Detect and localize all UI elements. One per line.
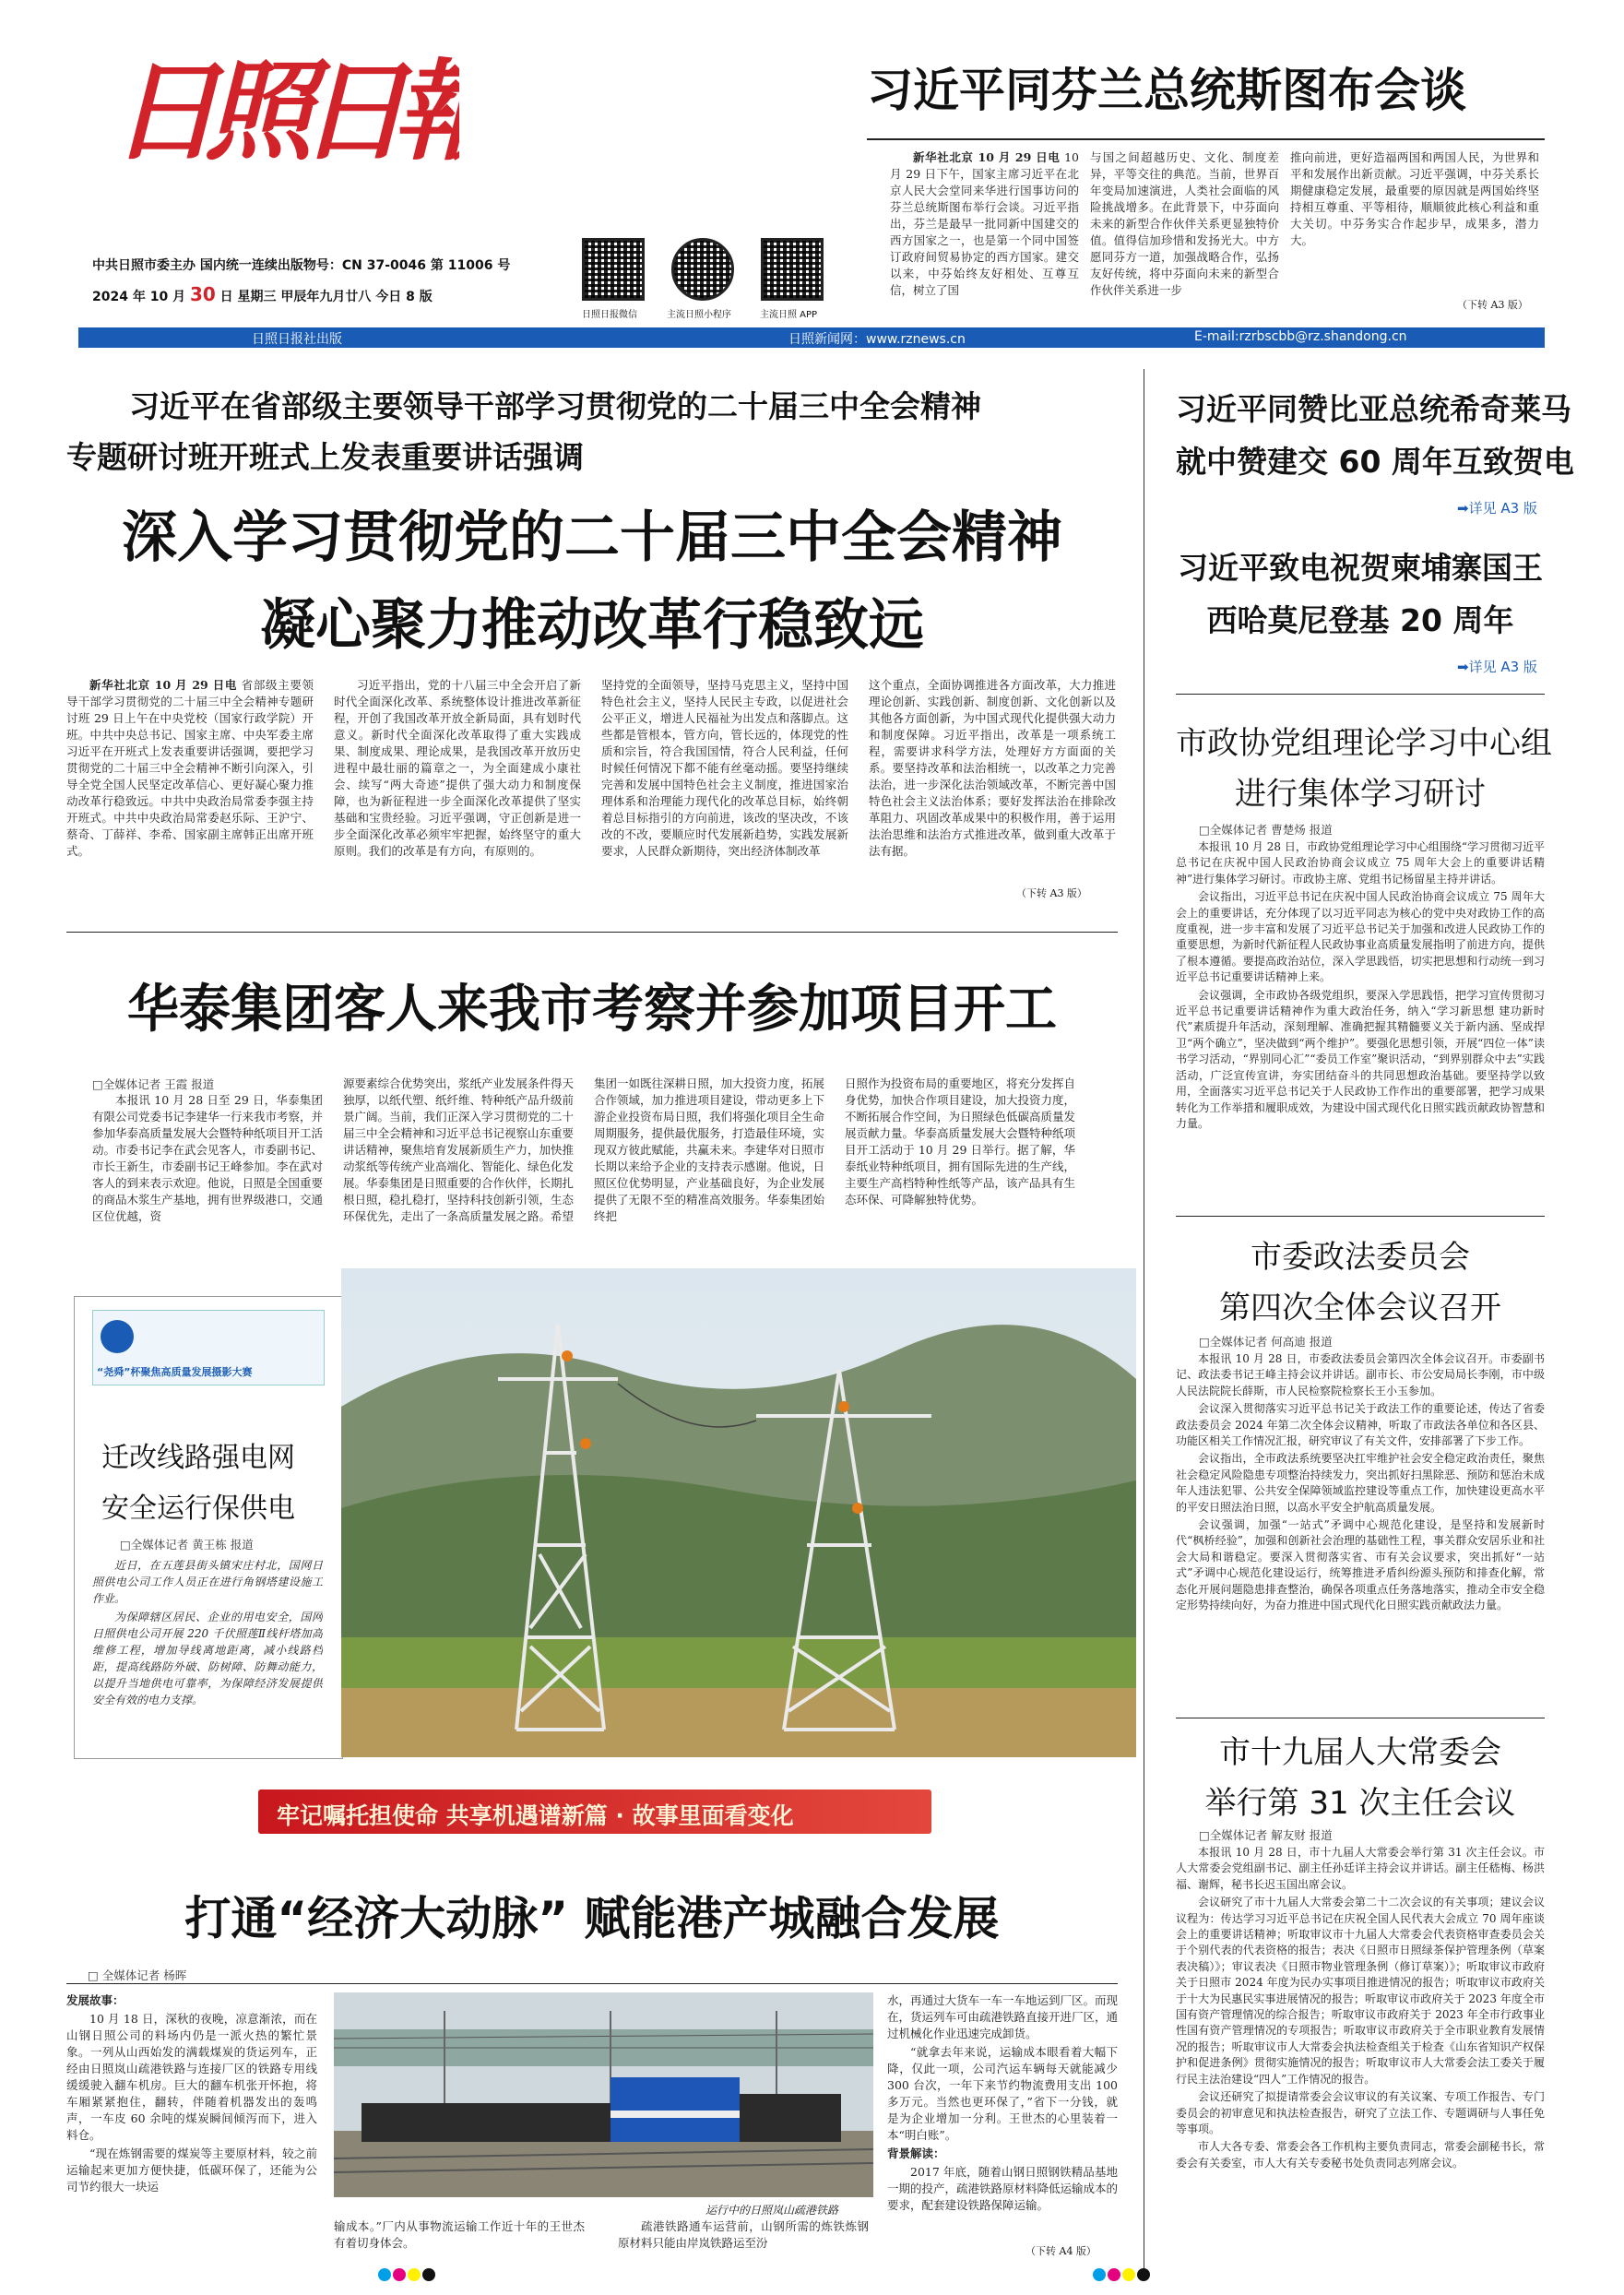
npc-byline: □全媒体记者 解友财 报道 bbox=[1199, 1828, 1333, 1842]
lead-col-3 bbox=[601, 677, 848, 903]
top-story-text-3: 推向前进，更好造福两国和两国人民，为世界和平和发展作出新贡献。习近平强调，中芬关系长期健康稳定发展，最重要的原因就是两国始终坚持相互尊重、平等相待，顺顺彼此核心利益和重大关切。中芬务实合作起步早，成果多，潜力大。 bbox=[1290, 150, 1539, 247]
lead-dateline: 新华社北京 10 月 29 日电 bbox=[89, 678, 238, 692]
huatai-text-1: 本报讯 10 月 28 日至 29 日，华泰集团有限公司党委书记李建华一行来我市考察，并参加华泰高质量发展大会暨特种纸项目开工活动。市委书记李在武会见客人，市委副书记、市长王新生，市委副书记王峰参加。李在武对客人的到来表示欢迎。他说，日照是全国重要的商品木浆生产基地，拥有世界级港口，交通区位优越，资 bbox=[92, 1093, 323, 1223]
photo-story-byline: □全媒体记者 黄王栋 报道 bbox=[120, 1538, 254, 1552]
photo-story-caption-1: 近日，在五莲县街头镇宋庄村北，国网日照供电公司工作人员正在进行角钢塔建设施工作业。 bbox=[92, 1559, 323, 1605]
railway-col-2 bbox=[334, 2218, 585, 2255]
politics-law-byline: □全媒体记者 何高迪 报道 bbox=[1199, 1335, 1333, 1349]
date-day: 30 bbox=[189, 283, 216, 305]
cppcc-para-1: 本报讯 10 月 28 日，市政协党组理论学习中心组围绕“学习贯彻习近平总书记在庆祝中国人民政治协商会议成立 75 周年大会上的重要讲话精神”进行集体学习研讨。市政协主席、党组书记杨留星主持并讲话。 bbox=[1176, 840, 1545, 886]
top-story-dateline: 新华社北京 10 月 29 日电 bbox=[913, 150, 1061, 164]
lead-text-2: 习近平指出，党的十八届三中全会开启了新时代全面深化改革、系统整体设计推进改革新征程，开创了我国改革开放全新局面，具有划时代意义。新时代全面深化改革取得了重大实践成果、制度成果、理论成果，是我国改革开放历史进程中最壮丽的篇章之一，为全面建成小康社会、续写“两大奇迹”提供了强大动力和制度保障，也为新征程进一步全面深化改革提供了坚实基础和宝贵经验。习近平强调，守正创新是进一步全面深化改革必须牢牢把握，始终坚守的重大原则。我们的改革是有方向，有原则的。 bbox=[334, 678, 581, 858]
railway-rule bbox=[66, 1983, 1118, 1984]
cppcc-para-3: 会议强调，全市政协各级党组织，要深入学思践悟，把学习宣传贯彻习近平总书记重要讲话精神作为重大政治任务，纳入“学习新思想 建功新时代”素质提升年活动，深刻理解、准确把握其精髓要义关于新内涵、坚成捍卫“两个确立”，坚决做到“两个维护”。要强化思想引领，开展“四位一体”读书学习活动，“界别同心汇”“委员工作室”聚识活动，“到界别群众中去”实践活动，广泛宣传宣讲，夯实团结奋斗的共同思想政治基础。要坚持学以致用，全面落实习近平总书记关于人民政协工作作出的重要部署，把学习成果转化为工作举措和履职成效，为建设中国式现代化日照实践贡献政协智慧和力量。 bbox=[1176, 988, 1545, 1130]
lead-text-1: 省部级主要领导干部学习贯彻党的二十届三中全会精神专题研讨班 29 日上午在中央党校（国家行政学院）开班。中共中央总书记、国家主席、中央军委主席习近平在开班式上发表重要讲话强调，要把学习贯彻党的二十届三中全会精神不断引向深入，引导全党全国人民坚定改革信心、更好凝心聚力推动改革行稳致远。中共中央政治局常委李强主持开班式。中共中央政治局常委赵乐际、王沪宁、蔡奇、丁薛祥、李希、国家副主席韩正出席开班式。 bbox=[66, 678, 314, 858]
theme-banner bbox=[258, 1790, 931, 1834]
railway-text-1: 10 月 18 日，深秋的夜晚，凉意渐浓，而在山钢日照公司的料场内仍是一派火热的繁忙景象。一列从山西始发的满载煤炭的货运列车，正经由日照岚山疏港铁路与连接厂区的铁路专用线缓缓驶入翻车机房。巨大的翻车机张开怀抱，将车厢紧紧抱住，翻转，伴随着机器发出的轰鸣声，一车皮 60 余吨的煤炭瞬间倾泻而下，进入料仓。 bbox=[66, 2012, 317, 2142]
lead-continued: （下转 A3 版） bbox=[1016, 887, 1087, 899]
date-prefix: 2024 年 10 月 bbox=[92, 290, 186, 304]
email-link[interactable]: E-mail:rzrbscbb@rz.shandong.cn bbox=[1194, 329, 1407, 344]
brief-2-title-2: 西哈莫尼登基 20 周年 bbox=[1206, 602, 1514, 638]
railway-text-8: 2017 年底，随着山钢日照钢铁精品基地一期的投产，疏港铁路原材料降低运输成本的要求，配套建设铁路保障运输。 bbox=[887, 2165, 1118, 2212]
npc-para-4: 市人大各专委、常委会各工作机构主要负责同志，常委会副秘书长，常委会有关委室，市人大有关专委秘书处负责同志列席会议。 bbox=[1176, 2140, 1545, 2170]
huatai-col-4 bbox=[845, 1076, 1075, 1251]
locomotive bbox=[610, 2077, 740, 2142]
top-story-continued: （下转 A3 版） bbox=[1457, 299, 1528, 311]
railway-col-3 bbox=[618, 2218, 869, 2255]
photo-story-caption bbox=[92, 1557, 323, 1746]
politics-law-para-3: 会议指出，全市政法系统要坚决扛牢维护社会安全稳定政治责任，聚焦社会稳定风险隐患专项整治持续发力，突出抓好扫黑除恶、预防和惩治未成年人违法犯罪、公共安全保障领域监控建设等重点工作，加快建设更高水平的平安日照法治日照，以高水平安全护航高质量发展。 bbox=[1176, 1452, 1545, 1514]
date-line bbox=[92, 283, 433, 305]
railway-col-1 bbox=[66, 1992, 317, 2255]
huatai-rule-top bbox=[66, 932, 1118, 933]
qr-code-miniprogram[interactable] bbox=[671, 238, 734, 301]
top-story-col-3 bbox=[1290, 149, 1539, 297]
lead-title-2: 凝心聚力推动改革行稳致远 bbox=[260, 593, 924, 658]
lead-col-1 bbox=[66, 677, 314, 903]
publisher-label: 日照日报社出版 bbox=[252, 332, 342, 347]
politics-law-body bbox=[1176, 1351, 1545, 1716]
railway-byline: □ 全媒体记者 杨晖 bbox=[88, 1968, 187, 1982]
huatai-byline: □全媒体记者 王霞 报道 bbox=[92, 1077, 215, 1091]
politics-law-para-2: 会议深入贯彻落实习近平总书记关于政法工作的重要论述，传达了省委政法委员会 2024 年第二次全体会议精神，听取了市政法各单位和各区县、功能区相关工作情况汇报，研究审议了有关文件，安排部署了下步工作。 bbox=[1176, 1402, 1545, 1448]
politics-law-title-2: 第四次全体会议召开 bbox=[1219, 1290, 1501, 1326]
railway-col-4 bbox=[887, 1992, 1118, 2241]
qr-code-wechat[interactable] bbox=[582, 238, 645, 301]
top-story-title-block bbox=[867, 54, 1559, 133]
website-link[interactable]: 日照新闻网：www.rznews.cn bbox=[788, 332, 966, 347]
brief-1-title-2: 就中赞建交 60 周年互致贺电 bbox=[1176, 444, 1574, 480]
print-dot bbox=[1108, 2268, 1120, 2281]
lead-kicker-2: 专题研讨班开班式上发表重要讲话强调 bbox=[66, 439, 584, 475]
top-story-col-2 bbox=[1090, 149, 1279, 314]
contest-badge bbox=[92, 1310, 325, 1385]
politics-law-para-4: 会议强调，加强“一站式”矛调中心规范化建设，是坚持和发展新时代“枫桥经验”，加强和创新社会治理的基础性工程，事关群众安居乐业和社会大局和谐稳定。要深入贯彻落实省、市有关会议要求，突出抓好“一站式”矛调中心规范化建设运行，统筹推进矛盾纠纷源头预防和排查化解，常态化开展问题隐患排查整治，确保各项重点任务落地落实，推动全市安全稳定形势持续向好，为奋力推进中国式现代化日照实践贡献政法力量。 bbox=[1176, 1518, 1545, 1612]
huatai-text-3: 集团一如既往深耕日照，加大投资力度，拓展合作领域，加力推进项目建设，带动更多上下游企业投资布局日照，我们将强化项目全生命周期服务，提供最优服务，打造最佳环境，实现双方彼此赋能，共赢未来。李建华对日照市长期以来给予企业的支持表示感谢。他说，日照区位优势明显，产业基础良好，为企业发展提供了无限不至的精准高效服务。华泰集团始终把 bbox=[594, 1076, 824, 1223]
brief-1-ref[interactable]: ➡详见 A3 版 bbox=[1457, 500, 1537, 517]
publisher-bar bbox=[78, 327, 1545, 348]
politics-law-title-1: 市委政法委员会 bbox=[1251, 1239, 1470, 1276]
logo-graphic bbox=[109, 20, 459, 177]
power-tower-photo bbox=[341, 1268, 1136, 1757]
logo-text: 日照日報 bbox=[111, 47, 459, 175]
lead-col-2 bbox=[334, 677, 581, 903]
cppcc-body bbox=[1176, 839, 1545, 1208]
railway-photo bbox=[334, 1992, 873, 2197]
railway-text-7: 背景解读： bbox=[887, 2146, 945, 2160]
lead-text-3: 坚持党的全面领导，坚持马克思主义，坚持中国特色社会主义，坚持人民民主专政，以促进社会公平正义，增进人民福祉为出发点和落脚点。这些都是管根本，管方向，管长远的，体现党的性质和宗旨，符合我国国情，符合人民利益，任何时候任何情况下都不能有丝毫动摇。要坚持继续完善和发展中国特色社会主义制度，推进国家治理体系和治理能力现代化的改革总目标，始终朝着总目标指引的方向前进，该改的坚决改，不该改的不改，要顺应时代发展新趋势，实践发展新要求，人民群众新期待，突出经济体制改革 bbox=[601, 678, 848, 858]
theme-banner-text: 牢记嘱托担使命 共享机遇谱新篇 · 故事里面看变化 bbox=[277, 1802, 794, 1829]
lead-text-4: 这个重点，全面协调推进各方面改革，大力推进理论创新、实践创新、制度创新、文化创新以及其他各方面创新，为中国式现代化提供强大动力和制度保障。习近平指出，改革是一项系统工程，需要讲求科学方法，处理好方方面面的关系。要坚持改革和法治相统一，以改革之力完善法治，进一步深化法治领域改革，不断完善中国特色社会主义法治体系；要好发挥法治在排除改革阻力、巩固改革成果中的积极作用，善于运用法治思维和法治方式推进改革，做到重大改革于法有据。 bbox=[869, 678, 1116, 858]
date-tail: 日 星期三 甲辰年九月廿八 今日 8 版 bbox=[219, 290, 433, 304]
right-rule-2 bbox=[1176, 1216, 1545, 1217]
print-dot bbox=[408, 2268, 421, 2281]
lead-title-1: 深入学习贯彻党的二十届三中全会精神 bbox=[122, 505, 1062, 570]
top-story-col-1 bbox=[890, 149, 1079, 314]
railway-text-4: 疏港铁路通车运营前，山钢所需的炼铁炼钢原材料只能由岸岚铁路运至汾 bbox=[618, 2219, 869, 2250]
print-dot bbox=[1137, 2268, 1150, 2281]
qr-label-wechat: 日照日报微信 bbox=[582, 310, 637, 320]
huatai-text-2: 源要素综合优势突出，浆纸产业发展条件得天独厚，以纸代塑、纸纤维、特种纸产品升级前景广阔。当前，我们正深入学习贯彻党的二十届三中全会精神和习近平总书记视察山东重要讲话精神，聚焦培育发展新质生产力，加快推动浆纸等传统产业高端化、智能化、绿色化发展。华泰集团是日照重要的合作伙伴，长期扎根日照，稳扎稳打，坚持科技创新引领，生态环保优先，走出了一条高质量发展之路。希望 bbox=[343, 1076, 574, 1223]
brief-2-title-1: 习近平致电祝贺柬埔寨国王 bbox=[1178, 550, 1543, 586]
railway-text-5: 水，再通过大货车一车一车地运到厂区。而现在，货运列车可由疏港铁路直接开进厂区，通过机械化作业迅速完成卸货。 bbox=[887, 1993, 1118, 2040]
print-dot bbox=[378, 2268, 391, 2281]
huatai-col-1 bbox=[92, 1092, 323, 1251]
npc-para-3: 会议还研究了拟提请常委会会议审议的有关议案、专项工作报告、专门委员会的初审意见和执法检查报告，研究了立法工作、专题调研与人事任免等事项。 bbox=[1176, 2090, 1545, 2135]
railway-text-2: “现在炼钢需要的煤炭等主要原材料，较之前运输起来更加方便快捷，低碳环保了，还能为公司节约很大一块运 bbox=[66, 2146, 317, 2194]
contest-badge-icon bbox=[101, 1320, 134, 1353]
top-story-text-1: 10 月 29 日下午，国家主席习近平在北京人民大会堂同来华进行国事访问的芬兰总统斯图布举行会谈。习近平指出，芬兰是最早一批同新中国建交的西方国家之一，也是第一个同中国签订政府间贸易协定的西方国家。建交以来，中芬始终友好相处、互尊互信，树立了国 bbox=[890, 150, 1079, 297]
railway-text-3: 输成本。”厂内从事物流运输工作近十年的王世杰有着切身体会。 bbox=[334, 2219, 585, 2250]
top-story-rule bbox=[867, 138, 1545, 140]
huatai-col-3 bbox=[594, 1076, 824, 1251]
lead-kicker-1: 习近平在省部级主要领导干部学习贯彻党的二十届三中全会精神 bbox=[129, 388, 981, 424]
top-story-text-2: 与国之间超越历史、文化、制度差异，平等交往的典范。当前，世界百年变局加速演进，人类社会面临的风险挑战增多。在此背景下，中芬面向未来的新型合作伙伴关系更显独特价值。值得信加珍惜和发扬光大。中方愿同芬方一道，加强战略合作，弘扬友好传统，将中芬面向未来的新型合作伙伴关系进一步 bbox=[1090, 150, 1279, 297]
huatai-text-4: 日照作为投资布局的重要地区，将充分发挥自身优势，加快合作项目建设，加大投资力度，不断拓展合作空间，为日照绿色低碳高质量发展贡献力量。华泰高质量发展大会暨特种纸项目开工活动于 10 月 29 日举行。据了解，华泰纸业特种纸项目，拥有国际先进的生产线，主要生产高档特种性纸等产品，该产品具有生态环保、可降解独特优势。 bbox=[845, 1076, 1075, 1207]
railway-continued: （下转 A4 版） bbox=[1025, 2245, 1096, 2257]
masthead-logo bbox=[109, 20, 459, 177]
npc-body bbox=[1176, 1845, 1545, 2255]
npc-title-2: 举行第 31 次主任会议 bbox=[1204, 1785, 1516, 1822]
npc-para-2: 会议研究了市十九届人大常委会第二十二次会议的有关事项；建议会议议程为：传达学习习近平总书记在庆祝全国人民代表大会成立 70 周年座谈会上的重要讲话精神；听取审议市十九届人大常委会代表资格审查委员会关于个别代表的代表资格的报告；表决《日照市日照绿茶保护管理条例（草案表决稿）》；审议表决《日照市物业管理条例（修订草案）》；听取审议市政府关于日照市 2024 年度为民办实事项目推进情况的报告；听取审议市政府关于十大为民惠民实事进展情况的报告；听取审议市政府关于 2023 年度全市国有资产管理情况的综合报告；听取审议市政府关于 2023 年全市行政事业性国有资产管理情况的专项报告；听取审议市政府关于全市职业教育发展情况的报告；听取审议市人大常委会执法检查组关于检查《山东省知识产权保护和促进条例》贯彻实施情况的报告；听取审议市人大常委会法工委关于履行民主法治建设“四人”工作情况的报告。 bbox=[1176, 1896, 1545, 2086]
npc-title-1: 市十九届人大常委会 bbox=[1219, 1734, 1501, 1771]
print-dot bbox=[1122, 2268, 1135, 2281]
cppcc-title-1: 市政协党组理论学习中心组 bbox=[1176, 725, 1552, 762]
huatai-title: 华泰集团客人来我市考察并参加项目开工 bbox=[127, 980, 1057, 1040]
politics-law-para-1: 本报讯 10 月 28 日，市委政法委员会第四次全体会议召开。市委副书记、政法委书记王峰主持会议并讲话。副市长、市公安局局长李刚，市中级人民法院院长薛斯，市人民检察院检察长王小玉参加。 bbox=[1176, 1352, 1545, 1397]
cppcc-title-2: 进行集体学习研讨 bbox=[1235, 776, 1486, 813]
brief-1-title-1: 习近平同赞比亚总统希奇莱马 bbox=[1176, 391, 1571, 427]
print-dot bbox=[1093, 2268, 1106, 2281]
huatai-col-2 bbox=[343, 1076, 574, 1251]
cppcc-byline: □全媒体记者 曹楚炀 报道 bbox=[1199, 823, 1333, 837]
print-dot bbox=[422, 2268, 435, 2281]
brief-2-ref[interactable]: ➡详见 A3 版 bbox=[1457, 659, 1537, 675]
railway-text-6: “就拿去年来说，运输成本眼看着大幅下降，仅此一项，公司汽运车辆每天就能减少 300 台次，一年下来节约物流费用支出 100 多万元。当然也更环保了，”省下一分钱，就是为企业增加一分利。王世杰的心里装着一本“明白账”。 bbox=[887, 2045, 1118, 2142]
freight-cars bbox=[362, 2103, 610, 2142]
lead-col-4 bbox=[869, 677, 1116, 885]
qr-label-app: 主流日照 APP bbox=[759, 310, 818, 320]
railway-title: 打通“经济大动脉” 赋能港产城融合发展 bbox=[184, 1892, 1000, 1945]
top-story-title: 习近平同芬兰总统斯图布会谈 bbox=[867, 64, 1466, 117]
sponsor-line: 中共日照市委主办 国内统一连续出版物号：CN 37-0046 第 11006 号 bbox=[92, 258, 511, 273]
right-rule-1 bbox=[1176, 694, 1545, 695]
photo-story-caption-2: 为保障辖区居民、企业的用电安全，国网日照供电公司开展 220 千伏照莲Ⅱ线杆塔加高维修工程，增加导线离地距离，减小线路档距，提高线路防外破、防树障、防舞动能力，以提升当地供电可靠率，为保障经济发展提供安全有效的电力支撑。 bbox=[92, 1611, 323, 1706]
contest-label: “尧舜”杯聚焦高质量发展摄影大赛 bbox=[97, 1366, 253, 1378]
print-dots-right bbox=[1093, 2267, 1152, 2285]
photo-story-title-2: 安全运行保供电 bbox=[101, 1492, 295, 1525]
qr-code-app[interactable] bbox=[761, 238, 824, 301]
qr-label-miniprogram: 主流日照小程序 bbox=[667, 310, 731, 320]
railway-section-label: 发展故事： bbox=[66, 1993, 124, 2007]
railway-photo-caption: 运行中的日照岚山疏港铁路 bbox=[705, 2204, 839, 2217]
cppcc-para-2: 会议指出，习近平总书记在庆祝中国人民政治协商会议成立 75 周年大会上的重要讲话，充分体现了以习近平同志为核心的党中央对政协工作的高度重视，进一步丰富和发展了习近平总书记关于加强和改进人民政协工作的重要思想，为新时代新征程人民政协事业高质量发展指明了前进方向，提供了根本遵循。要提高政治站位，深入学思践悟，切实把思想和行动统一到习近平总书记重要讲话精神上来。 bbox=[1176, 890, 1545, 984]
npc-para-1: 本报讯 10 月 28 日，市十九届人大常委会举行第 31 次主任会议。市人大常委会党组副书记、副主任孙廷详主持会议并讲话。副主任嵇梅、杨洪福、谢辉，秘书长迟玉国出席会议。 bbox=[1176, 1846, 1545, 1891]
print-dot bbox=[393, 2268, 406, 2281]
photo-story-title-1: 迁改线路强电网 bbox=[101, 1442, 295, 1474]
print-dots-left bbox=[378, 2267, 437, 2285]
